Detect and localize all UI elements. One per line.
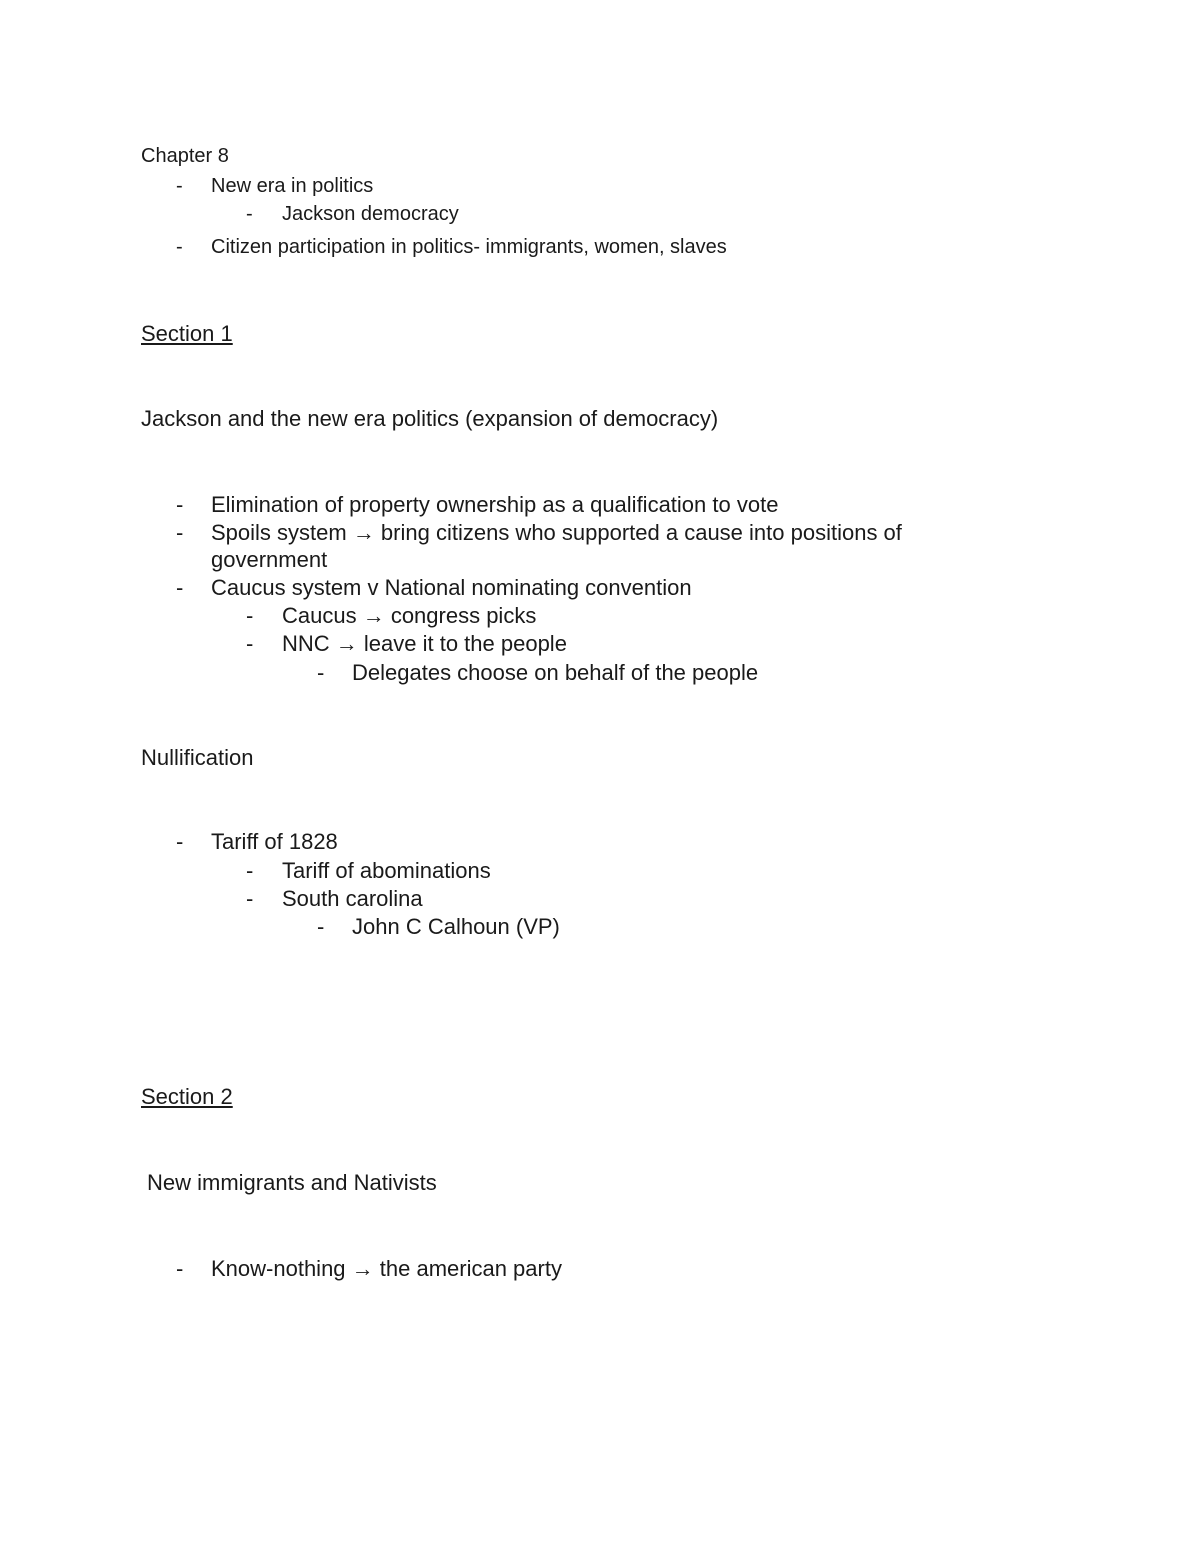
bullet-dash: - [176, 236, 183, 258]
list-item: Caucus → congress picks [282, 603, 537, 628]
list-item: South carolina [282, 886, 423, 911]
bullet-dash: - [176, 175, 183, 197]
bullet-dash: - [246, 631, 254, 656]
bullet-dash: - [176, 575, 184, 600]
chapter-title: Chapter 8 [141, 145, 229, 167]
list-item: New era in politics [211, 175, 374, 197]
list-item: Jackson democracy [282, 203, 459, 225]
subsection-heading: Nullification [141, 745, 254, 770]
list-item: Tariff of 1828 [211, 829, 338, 854]
bullet-dash: - [246, 858, 254, 883]
list-item: Know-nothing → the american party [211, 1256, 562, 1281]
bullet-dash: - [176, 829, 184, 854]
bullet-dash: - [317, 914, 325, 939]
list-item: NNC → leave it to the people [282, 631, 567, 656]
bullet-dash: - [176, 1256, 184, 1281]
bullet-dash: - [317, 660, 325, 685]
list-item: Spoils system → bring citizens who supported a cause into positions of [211, 520, 902, 545]
list-item: Citizen participation in politics- immigrants, women, slaves [211, 236, 727, 258]
section-heading: Section 2 [141, 1084, 233, 1109]
list-item: Elimination of property ownership as a qualification to vote [211, 492, 779, 517]
list-item: Delegates choose on behalf of the people [352, 660, 759, 685]
bullet-dash: - [246, 886, 254, 911]
bullet-dash: - [176, 492, 184, 517]
bullet-dash: - [176, 520, 184, 545]
section-heading: Section 1 [141, 321, 233, 346]
section-subheading: Jackson and the new era politics (expansion of democracy) [141, 406, 719, 431]
section-subheading: New immigrants and Nativists [147, 1170, 437, 1195]
list-item: Caucus system v National nominating convention [211, 575, 692, 600]
list-item-continuation: government [211, 547, 328, 572]
bullet-dash: - [246, 203, 253, 225]
list-item: Tariff of abominations [282, 858, 491, 883]
bullet-dash: - [246, 603, 254, 628]
list-item: John C Calhoun (VP) [352, 914, 560, 939]
